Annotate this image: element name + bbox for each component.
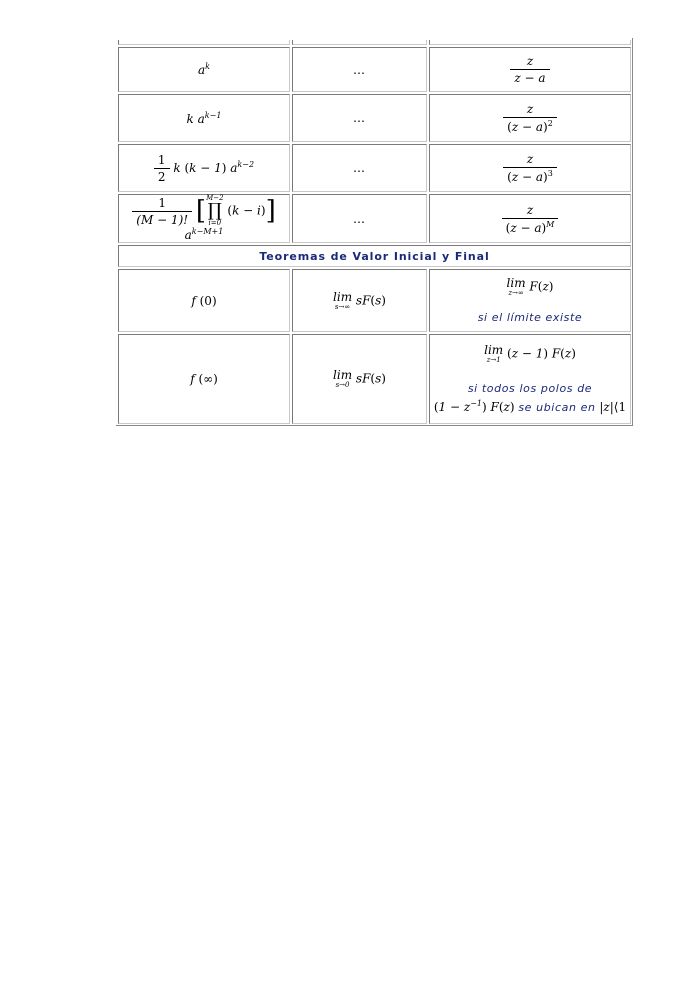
formula-z-over-z-minus-a-cubed: $\frac{z}{(z - a)^3}$: [429, 144, 631, 192]
formula-half-k-k-minus-1: $\frac{1}{2}$ k (k − 1) $a^{k-2}$: [118, 144, 290, 192]
table-row: [118, 94, 631, 142]
formula-z-over-z-minus-a-squared: $\frac{z}{(z - a)^2}$: [429, 94, 631, 142]
formula-z-over-z-minus-a-pow-m: $\frac{z}{(z - a)^M}$: [429, 194, 631, 243]
ellipsis-cell: [292, 194, 427, 243]
z-transform-table: [116, 38, 633, 426]
ellipsis-text: …: [353, 161, 366, 175]
initial-value-z-domain: lim z→∞ F(z) si el límite existe: [429, 269, 631, 332]
formula-k-a-pow-k-minus-1: k $a^{k-1}$: [118, 94, 290, 142]
table-cell: [292, 40, 427, 45]
ellipsis-cell: [292, 144, 427, 192]
ellipsis-text: …: [353, 111, 366, 125]
initial-value-s-domain: lim s→∞ sF(s): [292, 269, 427, 332]
condition-note-line1: si todos los polos de: [467, 382, 593, 395]
final-value-z-domain: lim z→1 (z − 1) F(z) si todos los polos de $(1 - z^{-1})$ F(z) se ubican en |z|⟨1: [429, 334, 631, 424]
formula-general-product: $\frac{1}{(M - 1)!}$ [ M−2 ∏ i=0 (k − i)] $a^{k-M+1}$: [118, 194, 290, 243]
table-row: [118, 40, 631, 45]
transform-table: [116, 38, 633, 426]
section-header: Teoremas de Valor Inicial y Final: [118, 245, 631, 267]
table-row: [118, 245, 631, 267]
table-row: [118, 144, 631, 192]
table-cell: [429, 40, 631, 45]
final-value-lhs: f (∞): [118, 334, 290, 424]
condition-note: si el límite existe: [477, 311, 583, 324]
final-value-s-domain: lim s→0 sF(s): [292, 334, 427, 424]
formula-z-over-z-minus-a: $\frac{z}{z - a}$: [429, 47, 631, 92]
table-row: [118, 194, 631, 243]
ellipsis-text: …: [353, 211, 366, 226]
ellipsis-cell: [292, 94, 427, 142]
table-row: [118, 334, 631, 424]
formula-a-pow-k: $a^k$: [118, 47, 290, 92]
condition-note-line2: se ubican en: [518, 401, 596, 414]
initial-value-lhs: f (0): [118, 269, 290, 332]
table-row: [118, 47, 631, 92]
ellipsis-text: …: [353, 62, 366, 77]
ellipsis-cell: [292, 47, 427, 92]
table-cell: [118, 40, 290, 45]
table-row: [118, 269, 631, 332]
